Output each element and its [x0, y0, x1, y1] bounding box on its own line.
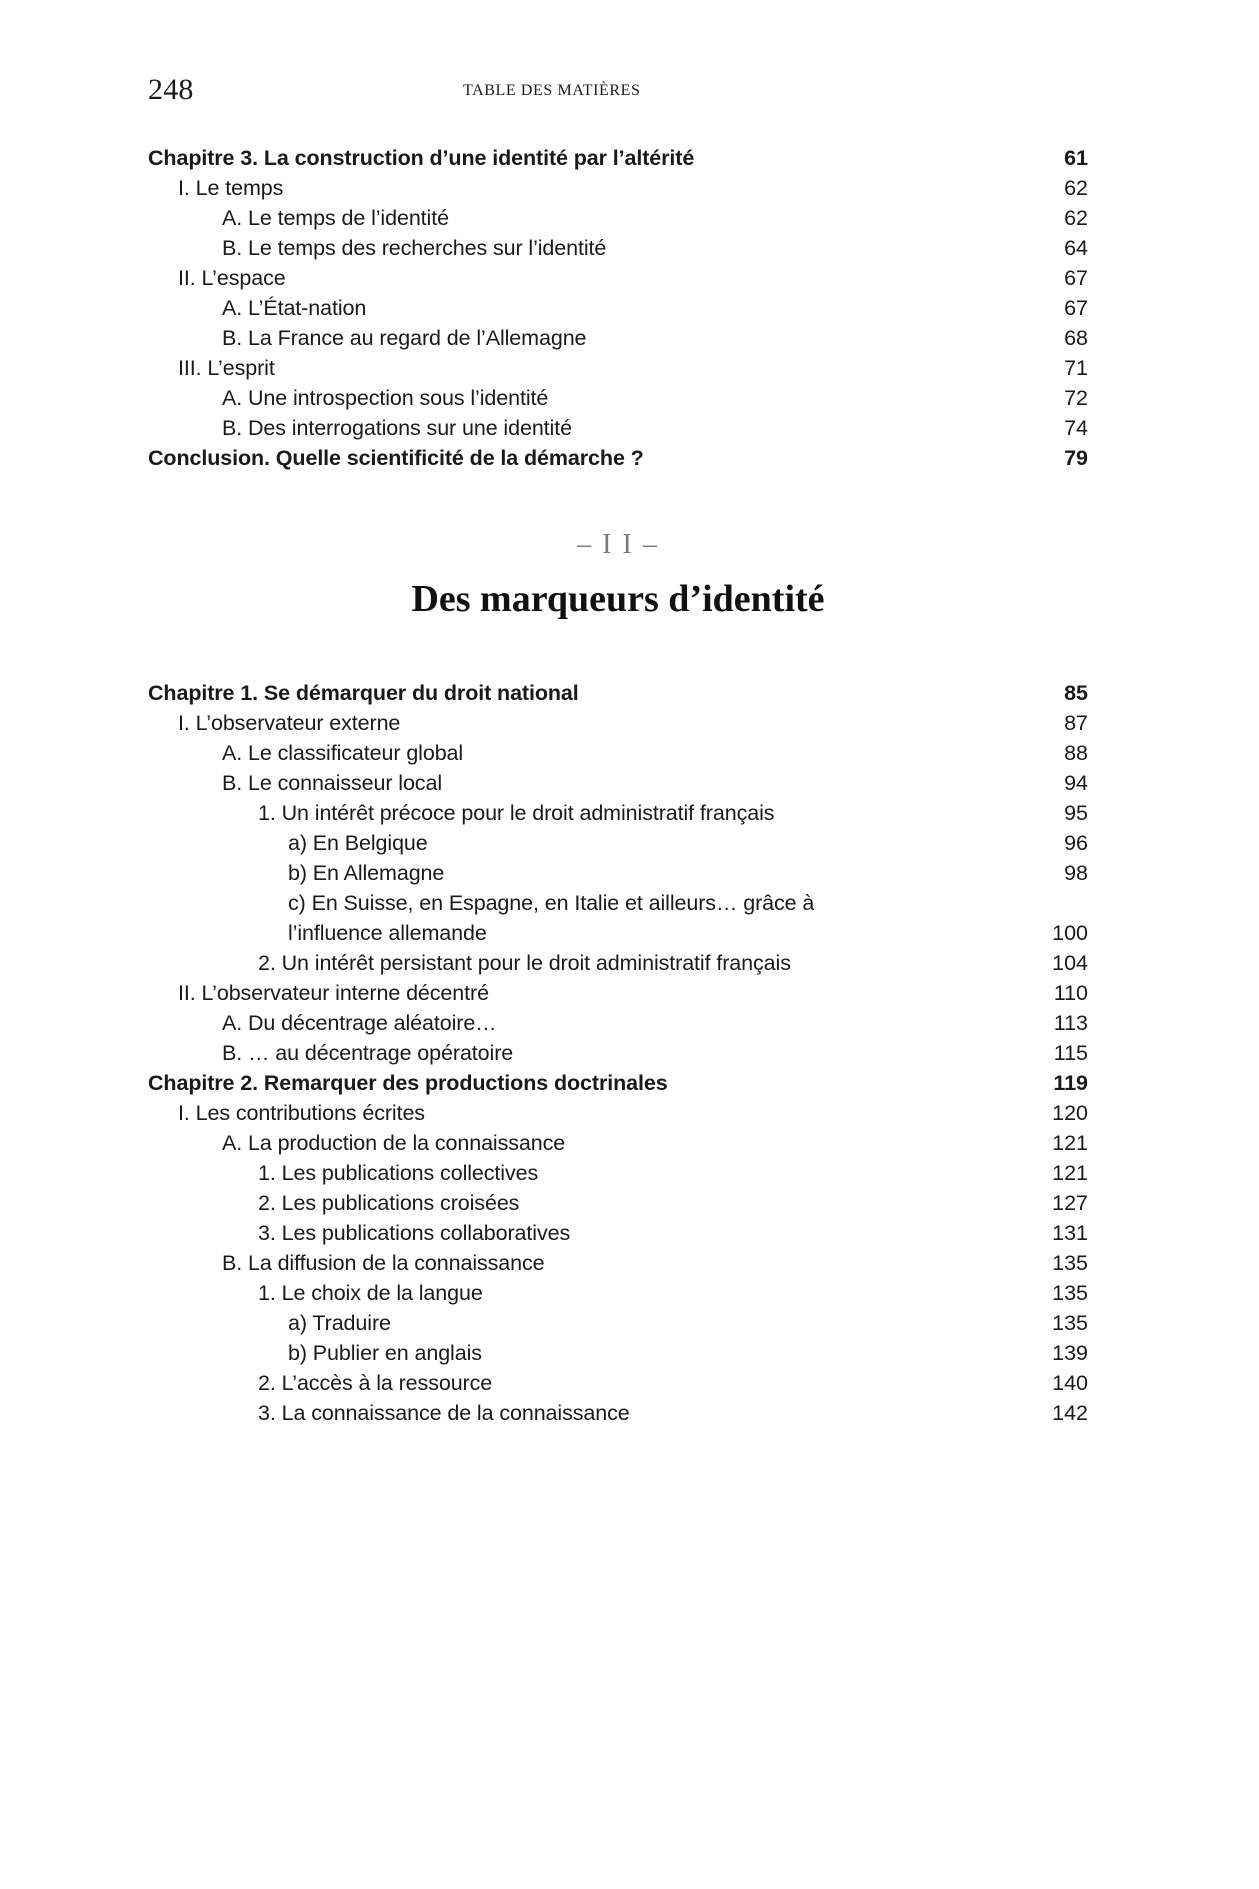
toc-entry-page-number: 94 — [1064, 771, 1088, 795]
toc-entry[interactable] — [148, 293, 1088, 323]
toc-entry-page-number: 62 — [1064, 206, 1088, 230]
toc-entry[interactable] — [148, 948, 1088, 978]
toc-entry-page-number: 96 — [1064, 831, 1088, 855]
toc-entry-label: c) En Suisse, en Espagne, en Italie et ailleurs… grâce à — [288, 891, 815, 915]
toc-entry-page-number: 119 — [1053, 1071, 1088, 1095]
toc-entry-label: I. L’observateur externe — [178, 711, 401, 735]
toc-entry[interactable] — [148, 1398, 1088, 1428]
toc-entry[interactable] — [148, 708, 1088, 738]
toc-entry-label: 1. Les publications collectives — [258, 1161, 539, 1185]
toc-entry-label: b) Publier en anglais — [288, 1341, 482, 1365]
toc-entry-label: 1. Un intérêt précoce pour le droit administratif français — [258, 801, 775, 825]
toc-entry-label: B. Le temps des recherches sur l’identité — [222, 236, 607, 260]
toc-entry-page-number: 142 — [1052, 1401, 1088, 1425]
toc-entry-label: Conclusion. Quelle scientificité de la démarche ? — [148, 446, 644, 470]
toc-entry-label: b) En Allemagne — [288, 861, 445, 885]
toc-entry[interactable] — [148, 1068, 1088, 1098]
toc-entry-page-number: 140 — [1052, 1371, 1088, 1395]
toc-entry-label: A. L’État-nation — [222, 296, 367, 320]
toc-entry-page-number: 121 — [1052, 1131, 1088, 1155]
toc-entry-page-number: 72 — [1064, 386, 1088, 410]
toc-entry-page-number: 62 — [1064, 176, 1088, 200]
toc-entry-page-number: 121 — [1052, 1161, 1088, 1185]
toc-entry[interactable] — [148, 383, 1088, 413]
toc-entry[interactable] — [148, 678, 1088, 708]
toc-entry-page-number: 71 — [1064, 356, 1088, 380]
toc-entry-page-number: 110 — [1053, 981, 1088, 1005]
toc-entry[interactable] — [148, 738, 1088, 768]
part-number: – I I – — [577, 529, 659, 560]
toc-entry-page-number: 115 — [1053, 1041, 1088, 1065]
toc-entry-label: Chapitre 3. La construction d’une identité par l’altérité — [148, 146, 695, 170]
toc-entry[interactable] — [148, 1368, 1088, 1398]
toc-entry-label: A. Le classificateur global — [222, 741, 464, 765]
toc-entry-label: I. Le temps — [178, 176, 284, 200]
toc-entry-page-number: 87 — [1064, 711, 1088, 735]
toc-entry-label: B. Le connaisseur local — [222, 771, 442, 795]
toc-entry-label: 3. La connaissance de la connaissance — [258, 1401, 630, 1425]
toc-entry-page-number: 100 — [1052, 921, 1088, 945]
toc-entry-page-number: 120 — [1052, 1101, 1088, 1125]
toc-entry-label: l’influence allemande — [288, 921, 487, 945]
part-title: Des marqueurs d’identité — [411, 578, 825, 620]
toc-entry[interactable] — [148, 1188, 1088, 1218]
toc-entry[interactable] — [148, 768, 1088, 798]
toc-entry-label: a) En Belgique — [288, 831, 428, 855]
part-heading — [148, 528, 1088, 622]
toc-entry-label: A. La production de la connaissance — [222, 1131, 566, 1155]
toc-entry[interactable] — [148, 353, 1088, 383]
toc-entry-page-number: 104 — [1052, 951, 1088, 975]
toc-entry-label: II. L’espace — [178, 266, 286, 290]
toc-entry[interactable] — [148, 233, 1088, 263]
toc-entry-page-number: 131 — [1052, 1221, 1088, 1245]
toc-entry-label: Chapitre 2. Remarquer des productions doctrinales — [148, 1071, 668, 1095]
toc-entry[interactable] — [148, 828, 1088, 858]
toc-entry[interactable] — [148, 1218, 1088, 1248]
toc-entry[interactable] — [148, 263, 1088, 293]
toc-entry-label: A. Du décentrage aléatoire… — [222, 1011, 497, 1035]
toc-entry[interactable] — [148, 1158, 1088, 1188]
toc-entry-label: B. La diffusion de la connaissance — [222, 1251, 545, 1275]
toc-entry-label: Chapitre 1. Se démarquer du droit national — [148, 681, 579, 705]
toc-entry[interactable] — [148, 1008, 1088, 1038]
toc-entry-page-number: 74 — [1064, 416, 1088, 440]
toc-entry-label: A. Le temps de l’identité — [222, 206, 449, 230]
running-header — [148, 72, 1088, 112]
toc-entry-page-number: 127 — [1052, 1191, 1088, 1215]
toc-entry-page-number: 85 — [1064, 681, 1088, 705]
toc-entry[interactable] — [148, 858, 1088, 888]
toc-entry-label: 1. Le choix de la langue — [258, 1281, 483, 1305]
toc-entry[interactable] — [148, 443, 1088, 473]
toc-entry-page-number: 79 — [1064, 446, 1088, 470]
toc-entry[interactable] — [148, 173, 1088, 203]
page-number: 248 — [148, 73, 194, 106]
toc-section-part-two — [148, 678, 1088, 1428]
toc-entry-page-number: 113 — [1053, 1011, 1088, 1035]
toc-entry-page-number: 64 — [1064, 236, 1088, 260]
toc-entry[interactable] — [148, 1098, 1088, 1128]
toc-entry-label: 3. Les publications collaboratives — [258, 1221, 571, 1245]
toc-entry-page-number: 88 — [1064, 741, 1088, 765]
toc-entry-page-number: 135 — [1052, 1281, 1088, 1305]
toc-entry-label: I. Les contributions écrites — [178, 1101, 425, 1125]
toc-entry-label: B. La France au regard de l’Allemagne — [222, 326, 587, 350]
toc-entry[interactable] — [148, 323, 1088, 353]
toc-entry[interactable] — [148, 203, 1088, 233]
toc-entry-page-number: 61 — [1064, 146, 1088, 170]
toc-entry[interactable] — [148, 1278, 1088, 1308]
toc-entry-label: B. Des interrogations sur une identité — [222, 416, 572, 440]
toc-entry[interactable] — [148, 1308, 1088, 1338]
toc-entry-page-number: 139 — [1052, 1341, 1088, 1365]
toc-entry[interactable] — [148, 888, 1088, 918]
toc-entry-label: A. Une introspection sous l’identité — [222, 386, 549, 410]
toc-entry-label: II. L’observateur interne décentré — [178, 981, 489, 1005]
toc-entry-label: 2. Un intérêt persistant pour le droit administratif français — [258, 951, 791, 975]
toc-entry[interactable] — [148, 978, 1088, 1008]
toc-entry[interactable] — [148, 798, 1088, 828]
toc-entry-label: B. … au décentrage opératoire — [222, 1041, 514, 1065]
toc-entry[interactable] — [148, 1338, 1088, 1368]
toc-entry[interactable] — [148, 1248, 1088, 1278]
toc-entry-label: a) Traduire — [288, 1311, 391, 1335]
toc-entry-page-number: 135 — [1052, 1251, 1088, 1275]
toc-entry[interactable] — [148, 143, 1088, 173]
toc-entry-page-number: 67 — [1064, 296, 1088, 320]
toc-entry-page-number: 98 — [1064, 861, 1088, 885]
toc-entry-page-number: 67 — [1064, 266, 1088, 290]
toc-entry-page-number: 95 — [1064, 801, 1088, 825]
toc-entry-label: 2. Les publications croisées — [258, 1191, 520, 1215]
toc-entry[interactable] — [148, 918, 1088, 948]
running-header-title: TABLE DES MATIÈRES — [463, 82, 641, 99]
toc-entry-label: III. L’esprit — [178, 356, 275, 380]
toc-entry-page-number: 135 — [1052, 1311, 1088, 1335]
toc-section-part-one-end — [148, 143, 1088, 473]
toc-entry-label: 2. L’accès à la ressource — [258, 1371, 493, 1395]
toc-entry[interactable] — [148, 1038, 1088, 1068]
toc-entry[interactable] — [148, 413, 1088, 443]
toc-entry-page-number: 68 — [1064, 326, 1088, 350]
toc-entry[interactable] — [148, 1128, 1088, 1158]
